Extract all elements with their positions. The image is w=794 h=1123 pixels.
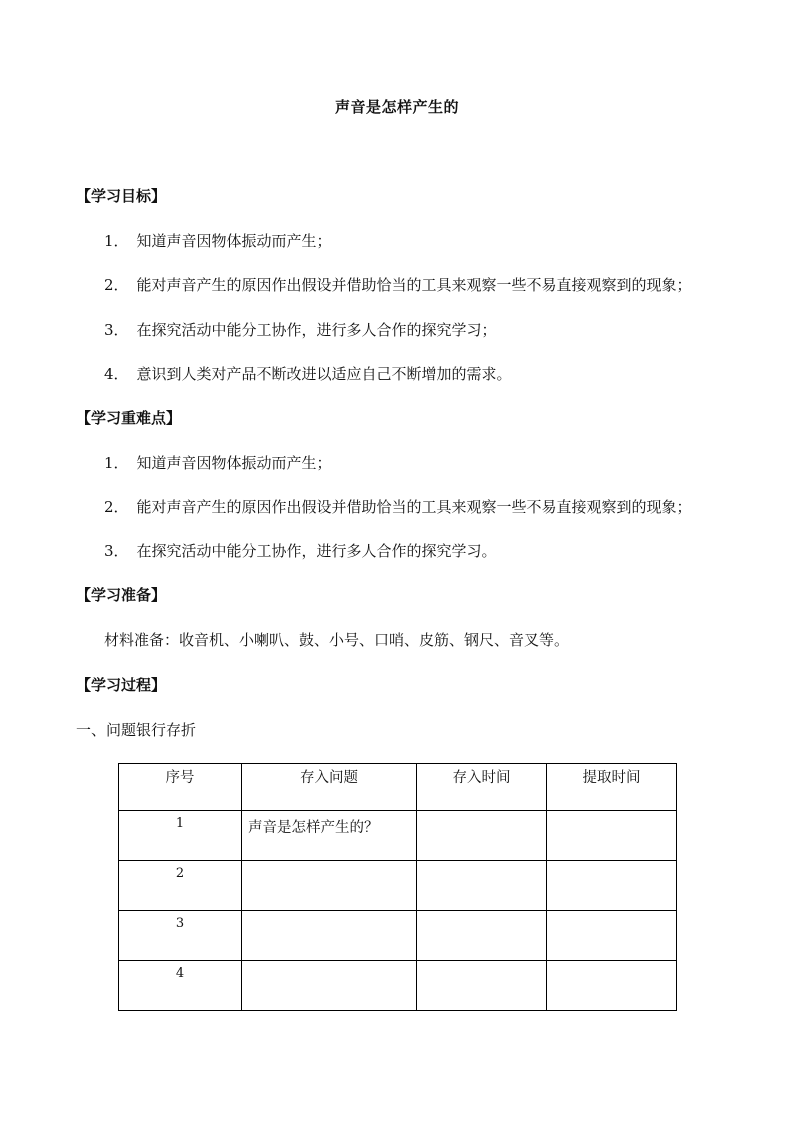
document-title: 声音是怎样产生的 [334,98,459,116]
row-withdraw-time [547,911,677,961]
goal-item-number: 4． [104,365,129,383]
goal-item-text: 意识到人类对产品不断改进以适应自己不断增加的需求。 [136,365,512,383]
section-heading-goals: 【学习目标】 [76,187,167,205]
goal-item [104,364,512,384]
header-deposit-time: 存入时间 [417,764,547,811]
goal-item-number: 1． [104,232,129,250]
table-row [119,811,677,861]
row-question [242,861,417,911]
table-row [119,861,677,911]
key-point-item [104,541,497,561]
goal-item [104,320,497,340]
row-deposit-time [417,811,547,861]
goal-item [104,275,692,295]
question-bank-table [118,763,677,1011]
row-withdraw-time [547,961,677,1011]
goal-item-text: 知道声音因物体振动而产生； [136,232,332,250]
goal-item [104,231,332,251]
key-point-item [104,497,692,517]
row-deposit-time [417,961,547,1011]
section-heading-process: 【学习过程】 [76,676,167,694]
header-question: 存入问题 [242,764,417,811]
goal-item-number: 3． [104,321,129,339]
key-point-text: 知道声音因物体振动而产生； [136,454,332,472]
preparation-text: 材料准备：收音机、小喇叭、鼓、小号、口哨、皮筋、钢尺、音叉等。 [104,631,570,649]
key-point-number: 1． [104,454,129,472]
header-withdraw-time: 提取时间 [547,764,677,811]
table-header-row [119,764,677,811]
table-row [119,961,677,1011]
row-number: 4 [119,961,242,1011]
row-number: 3 [119,911,242,961]
goal-item-number: 2． [104,276,129,294]
row-number: 2 [119,861,242,911]
key-point-text: 能对声音产生的原因作出假设并借助恰当的工具来观察一些不易直接观察到的现象； [136,498,692,516]
process-subheading: 一、问题银行存折 [76,721,197,739]
row-question [242,911,417,961]
goal-item-text: 能对声音产生的原因作出假设并借助恰当的工具来观察一些不易直接观察到的现象； [136,276,692,294]
row-number: 1 [119,811,242,861]
key-point-text: 在探究活动中能分工协作，进行多人合作的探究学习。 [136,542,497,560]
table-row [119,911,677,961]
key-point-item [104,453,332,473]
row-question: 声音是怎样产生的？ [242,811,417,861]
row-withdraw-time [547,861,677,911]
row-question [242,961,417,1011]
goal-item-text: 在探究活动中能分工协作，进行多人合作的探究学习； [136,321,497,339]
row-deposit-time [417,861,547,911]
header-number: 序号 [119,764,242,811]
row-withdraw-time [547,811,677,861]
section-heading-key-points: 【学习重难点】 [76,409,182,427]
key-point-number: 2． [104,498,129,516]
key-point-number: 3． [104,542,129,560]
row-deposit-time [417,911,547,961]
section-heading-preparation: 【学习准备】 [76,586,167,604]
